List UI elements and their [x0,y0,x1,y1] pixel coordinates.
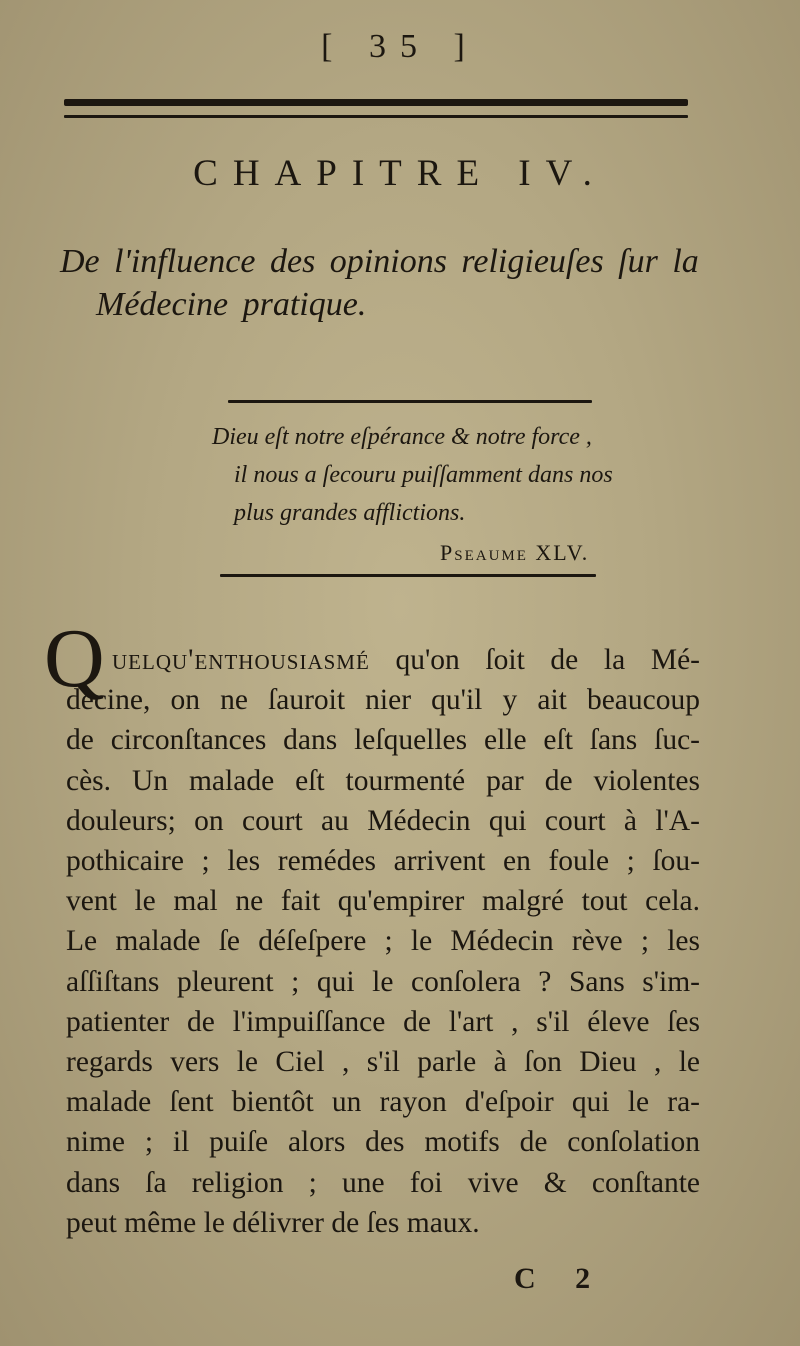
body-line: aſſiſtans pleurent ; qui le conſolera ? Sans s'im- [66,965,700,998]
body-line: dans ſa religion ; une foi vive & conſtante [66,1166,700,1199]
body-line: douleurs; on court au Médecin qui court à l'A- [66,804,700,837]
epigraph-line: il nous a ſecouru puiſſamment dans nos [234,462,613,488]
body-line [66,640,700,680]
chapter-title: CHAPITRE IV. [193,153,607,194]
drop-cap: Q [44,612,105,705]
epigraph-line: Dieu eſt notre eſpérance & notre force , [212,424,592,450]
body-line: Le malade ſe déſeſpere ; le Médecin rève ; les [66,925,700,958]
thick-rule [64,99,688,106]
body-line: nime ; il puiſe alors des motifs de conſolation [66,1126,700,1159]
body-line: malade ſent bientôt un rayon d'eſpoir qui le ra- [66,1086,700,1119]
body-line: vent le mal ne fait qu'empirer malgré tout cela. [66,885,700,918]
page-number: [ 35 ] [321,28,479,65]
header-double-rule [64,99,688,118]
subtitle-line-1: De l'influence des opinions religieuſes ſur la [60,243,699,280]
body-line: de circonſtances dans leſquelles elle eſt ſans ſuc- [66,724,700,757]
body-line: cès. Un malade eſt tourmenté par de violentes [66,764,700,797]
epigraph-bottom-rule [220,574,596,577]
subtitle-line-2: Médecine pratique. [96,286,367,323]
body-line: regards vers le Ciel , s'il parle à ſon Dieu , le [66,1046,700,1079]
chapter-subtitle [60,240,700,326]
epigraph-line: plus grandes afflictions. [234,500,466,526]
body-paragraph [66,640,700,1243]
signature-mark: C 2 [514,1262,607,1295]
body-line: patienter de l'impuiſſance de l'art , s'il éleve ſes [66,1005,700,1038]
epigraph-top-rule [228,400,592,403]
epigraph [212,418,738,532]
epigraph-source: Pseaume XLV. [440,540,590,565]
body-line: decine, on ne ſauroit nier qu'il y ait beaucoup [66,684,700,717]
body-line: pothicaire ; les remédes arrivent en foule ; ſou- [66,845,700,878]
thin-rule [64,115,688,118]
body-line-text: qu'on ſoit de la Mé- [369,644,700,676]
body-line: peut même le délivrer de ſes maux. [66,1206,480,1239]
opening-small-caps: uelqu'enthousiasmé [112,644,370,676]
